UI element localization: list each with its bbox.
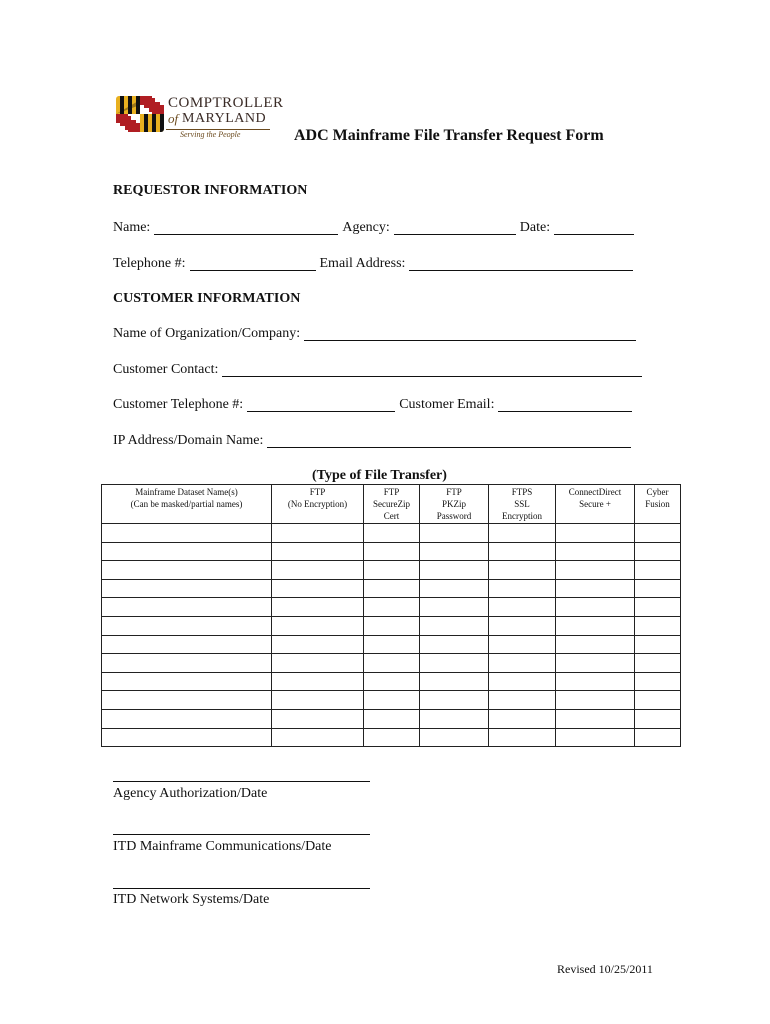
table-cell[interactable]: [635, 579, 681, 598]
table-cell[interactable]: [272, 709, 364, 728]
table-cell[interactable]: [556, 579, 635, 598]
table-row: [102, 561, 681, 580]
col-header-line: PKZip: [441, 499, 466, 509]
col-header-line: SecureZip: [373, 499, 410, 509]
table-cell[interactable]: [489, 654, 556, 673]
customer-heading: CUSTOMER INFORMATION: [113, 291, 301, 306]
table-cell[interactable]: [364, 728, 420, 747]
table-cell[interactable]: [489, 542, 556, 561]
table-cell[interactable]: [556, 616, 635, 635]
col-header-line: (No Encryption): [287, 499, 348, 509]
customer-org-row: [113, 326, 640, 342]
table-cell[interactable]: [635, 542, 681, 561]
table-cell[interactable]: [556, 524, 635, 543]
col-cyber-fusion: [635, 485, 681, 524]
form-title: ADC Mainframe File Transfer Request Form: [294, 127, 604, 144]
date-label: Date:: [519, 220, 551, 235]
network-signature-label: ITD Network Systems/Date: [113, 892, 270, 907]
col-header-line: Cyber: [646, 487, 669, 497]
agency-label: Agency:: [342, 220, 390, 235]
table-row: [102, 672, 681, 691]
table-header-row: [102, 485, 681, 524]
mainframe-signature-line[interactable]: [113, 834, 370, 835]
table-cell[interactable]: [364, 616, 420, 635]
table-cell[interactable]: [102, 672, 272, 691]
mainframe-signature-label: ITD Mainframe Communications/Date: [113, 839, 332, 854]
table-cell[interactable]: [420, 691, 489, 710]
col-dataset-name: [102, 485, 272, 524]
customer-telephone-label: Customer Telephone #:: [113, 397, 244, 412]
table-cell[interactable]: [272, 691, 364, 710]
table-cell[interactable]: [420, 709, 489, 728]
table-cell[interactable]: [420, 616, 489, 635]
comptroller-logo: [116, 95, 284, 142]
email-field[interactable]: [409, 256, 633, 271]
table-cell[interactable]: [420, 542, 489, 561]
contact-field[interactable]: [222, 362, 642, 377]
customer-telephone-field[interactable]: [247, 397, 395, 412]
table-cell[interactable]: [272, 672, 364, 691]
col-header-line: FTPS: [511, 487, 533, 497]
table-row: [102, 542, 681, 561]
table-cell[interactable]: [489, 709, 556, 728]
table-cell[interactable]: [102, 635, 272, 654]
ip-label: IP Address/Domain Name:: [113, 433, 264, 448]
col-header-line: Encryption: [502, 511, 542, 521]
table-cell[interactable]: [272, 561, 364, 580]
col-header-line: (Can be masked/partial names): [130, 499, 243, 509]
table-cell[interactable]: [272, 635, 364, 654]
logo-comptroller-text: COMPTROLLER: [168, 95, 284, 111]
table-cell[interactable]: [364, 524, 420, 543]
table-cell[interactable]: [556, 654, 635, 673]
table-row: [102, 616, 681, 635]
table-cell[interactable]: [489, 635, 556, 654]
table-cell[interactable]: [102, 561, 272, 580]
table-cell[interactable]: [420, 579, 489, 598]
table-cell[interactable]: [556, 635, 635, 654]
customer-email-label: Customer Email:: [399, 397, 495, 412]
table-cell[interactable]: [556, 691, 635, 710]
customer-email-field[interactable]: [498, 397, 632, 412]
transfer-type-heading: (Type of File Transfer): [312, 468, 447, 483]
telephone-field[interactable]: [190, 256, 316, 271]
table-row: [102, 691, 681, 710]
col-header-line: Mainframe Dataset Name(s): [135, 487, 238, 497]
org-label: Name of Organization/Company:: [113, 326, 301, 341]
email-label: Email Address:: [319, 256, 406, 271]
table-cell[interactable]: [635, 635, 681, 654]
table-cell[interactable]: [420, 654, 489, 673]
table-cell[interactable]: [102, 524, 272, 543]
table-cell[interactable]: [102, 542, 272, 561]
table-cell[interactable]: [556, 709, 635, 728]
table-row: [102, 654, 681, 673]
name-field[interactable]: [154, 220, 338, 235]
table-cell[interactable]: [556, 672, 635, 691]
table-cell[interactable]: [635, 561, 681, 580]
col-header-line: Secure +: [579, 499, 611, 509]
transfer-table: [101, 484, 681, 747]
logo-tagline: Serving the People: [180, 130, 241, 139]
col-header-line: Password: [436, 511, 472, 521]
revised-date: Revised 10/25/2011: [557, 962, 653, 976]
table-cell[interactable]: [635, 616, 681, 635]
col-header-line: FTP: [309, 487, 326, 497]
table-cell[interactable]: [364, 579, 420, 598]
agency-signature-line[interactable]: [113, 781, 370, 782]
col-ftps-ssl: [489, 485, 556, 524]
table-cell[interactable]: [420, 728, 489, 747]
requestor-heading: REQUESTOR INFORMATION: [113, 183, 308, 198]
table-cell[interactable]: [635, 654, 681, 673]
table-cell[interactable]: [635, 598, 681, 617]
col-header-line: Cert: [383, 511, 400, 521]
table-cell[interactable]: [364, 542, 420, 561]
table-cell[interactable]: [102, 691, 272, 710]
transfer-table-body: [102, 524, 681, 747]
logo-of-text: of: [168, 111, 179, 126]
table-cell[interactable]: [364, 561, 420, 580]
name-label: Name:: [113, 220, 151, 235]
table-cell[interactable]: [420, 524, 489, 543]
telephone-label: Telephone #:: [113, 256, 186, 271]
table-cell[interactable]: [272, 616, 364, 635]
table-cell[interactable]: [272, 579, 364, 598]
table-cell[interactable]: [420, 635, 489, 654]
table-row: [102, 709, 681, 728]
col-header-line: FTP: [446, 487, 462, 497]
agency-field[interactable]: [394, 220, 516, 235]
table-cell[interactable]: [272, 542, 364, 561]
table-cell[interactable]: [102, 598, 272, 617]
table-cell[interactable]: [635, 709, 681, 728]
col-header-line: FTP: [383, 487, 400, 497]
table-cell[interactable]: [420, 672, 489, 691]
table-cell[interactable]: [635, 728, 681, 747]
table-cell[interactable]: [556, 598, 635, 617]
org-field[interactable]: [304, 326, 636, 341]
table-cell[interactable]: [102, 654, 272, 673]
network-signature-line[interactable]: [113, 888, 370, 889]
table-cell[interactable]: [556, 542, 635, 561]
agency-signature-label: Agency Authorization/Date: [113, 786, 268, 801]
table-cell[interactable]: [489, 579, 556, 598]
table-cell[interactable]: [102, 709, 272, 728]
col-header-line: ConnectDirect: [568, 487, 622, 497]
table-cell[interactable]: [272, 728, 364, 747]
table-cell[interactable]: [489, 524, 556, 543]
maryland-flag-icon: [116, 96, 164, 132]
table-cell[interactable]: [364, 691, 420, 710]
table-cell[interactable]: [489, 616, 556, 635]
table-cell[interactable]: [272, 654, 364, 673]
table-cell[interactable]: [489, 672, 556, 691]
table-cell[interactable]: [420, 561, 489, 580]
table-cell[interactable]: [272, 524, 364, 543]
table-cell[interactable]: [272, 598, 364, 617]
table-cell[interactable]: [489, 691, 556, 710]
table-cell[interactable]: [489, 561, 556, 580]
table-cell[interactable]: [102, 579, 272, 598]
logo-maryland-text: MARYLAND: [182, 111, 267, 126]
requestor-row-2: [113, 256, 637, 272]
col-header-line: SSL: [514, 499, 530, 509]
table-cell[interactable]: [364, 654, 420, 673]
customer-ip-row: [113, 433, 635, 449]
table-cell[interactable]: [489, 728, 556, 747]
table-row: [102, 524, 681, 543]
requestor-row-1: [113, 220, 638, 236]
table-row: [102, 728, 681, 747]
table-cell[interactable]: [635, 691, 681, 710]
table-row: [102, 598, 681, 617]
table-cell[interactable]: [556, 728, 635, 747]
ip-field[interactable]: [267, 433, 631, 448]
date-field[interactable]: [554, 220, 634, 235]
table-cell[interactable]: [364, 672, 420, 691]
customer-contact-row: [113, 362, 646, 378]
col-ftp-securezip: [364, 485, 420, 524]
table-cell[interactable]: [556, 561, 635, 580]
table-row: [102, 635, 681, 654]
table-cell[interactable]: [364, 709, 420, 728]
customer-phone-email-row: [113, 397, 636, 413]
table-cell[interactable]: [489, 598, 556, 617]
table-cell[interactable]: [102, 616, 272, 635]
col-ftp-pkzip: [420, 485, 489, 524]
table-cell[interactable]: [364, 635, 420, 654]
table-cell[interactable]: [635, 524, 681, 543]
col-connectdirect: [556, 485, 635, 524]
col-header-line: Fusion: [645, 499, 670, 509]
table-row: [102, 579, 681, 598]
contact-label: Customer Contact:: [113, 362, 219, 377]
table-cell[interactable]: [420, 598, 489, 617]
col-ftp-no-encryption: [272, 485, 364, 524]
table-cell[interactable]: [102, 728, 272, 747]
table-cell[interactable]: [635, 672, 681, 691]
table-cell[interactable]: [364, 598, 420, 617]
